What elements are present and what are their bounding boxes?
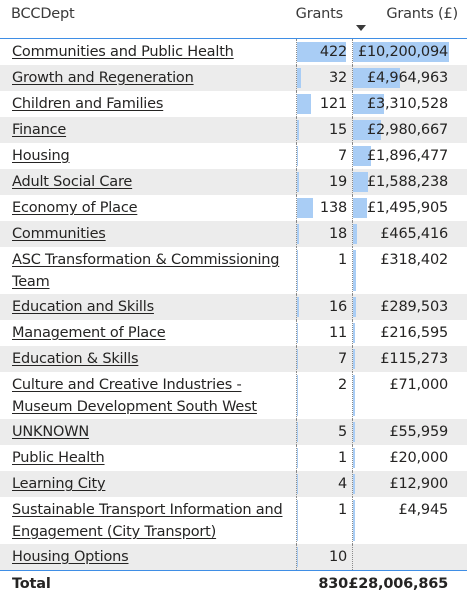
dept-name[interactable]: Housing [12, 148, 70, 164]
total-row [0, 570, 467, 596]
dept-cell [0, 247, 296, 294]
grants-count-value: 1 [337, 502, 347, 518]
grants-amount-cell [353, 221, 458, 247]
dept-cell [0, 143, 296, 169]
grants-amount-value: £3,310,528 [366, 96, 448, 112]
grants-amount-bar [353, 323, 355, 343]
grants-amount-bar [353, 422, 355, 442]
total-label: Total [12, 576, 51, 592]
grants-amount-cell [353, 372, 458, 419]
grants-amount-value: £2,980,667 [366, 122, 448, 138]
table-row[interactable] [0, 320, 467, 346]
grants-count-bar [297, 547, 298, 567]
dept-name[interactable]: Communities [12, 226, 106, 242]
dept-cell [0, 39, 296, 65]
grants-amount-value: £465,416 [380, 226, 448, 242]
grants-count-value: 7 [337, 148, 347, 164]
grants-count-cell [296, 91, 353, 117]
grants-count-value: 4 [337, 476, 347, 492]
total-amount-cell [348, 571, 458, 596]
grants-amount-value: £10,200,094 [357, 44, 448, 60]
grants-amount-bar [353, 250, 356, 291]
dept-name[interactable]: ASC Transformation & Commissioning Team [12, 252, 280, 290]
grants-amount-value: £318,402 [380, 252, 448, 268]
grants-count-value: 11 [328, 325, 347, 341]
table-row[interactable] [0, 247, 467, 294]
grants-amount-cell [353, 91, 458, 117]
grants-amount-value: £71,000 [389, 377, 448, 393]
table-body [0, 38, 467, 596]
grants-amount-value: £1,495,905 [366, 200, 448, 216]
total-count-value: 830 [318, 576, 348, 592]
grants-amount-cell [353, 419, 458, 445]
grants-amount-value: £115,273 [380, 351, 448, 367]
dept-name[interactable]: Adult Social Care [12, 174, 133, 190]
grants-count-value: 138 [319, 200, 347, 216]
dept-cell [0, 320, 296, 346]
grants-count-cell [296, 544, 353, 570]
table-row[interactable] [0, 195, 467, 221]
grants-count-value: 121 [319, 96, 347, 112]
table-row[interactable] [0, 117, 467, 143]
grants-count-value: 5 [337, 424, 347, 440]
grants-count-bar [297, 146, 298, 166]
grants-amount-cell [353, 346, 458, 372]
grants-amount-bar [353, 297, 356, 317]
grants-amount-value: £4,964,963 [366, 70, 448, 86]
grants-count-cell [296, 294, 353, 320]
grants-amount-value: £55,959 [389, 424, 448, 440]
dept-cell [0, 372, 296, 419]
grants-count-cell [296, 65, 353, 91]
dept-cell [0, 195, 296, 221]
grants-amount-value: £12,900 [389, 476, 448, 492]
dept-name[interactable]: Education and Skills [12, 299, 154, 315]
grants-amount-bar [353, 224, 357, 244]
grants-count-value: 1 [337, 450, 347, 466]
table-header [0, 0, 467, 40]
grants-count-cell [296, 39, 353, 65]
grants-amount-value: £289,503 [380, 299, 448, 315]
grants-count-cell [296, 117, 353, 143]
grants-amount-cell [353, 143, 458, 169]
sort-descending-icon [356, 25, 366, 31]
dept-cell [0, 419, 296, 445]
grants-count-cell [296, 143, 353, 169]
grants-count-value: 16 [328, 299, 347, 315]
grants-count-cell [296, 346, 353, 372]
grants-count-bar [297, 422, 298, 442]
grants-amount-cell [353, 169, 458, 195]
table-row[interactable] [0, 294, 467, 320]
table-row[interactable] [0, 372, 467, 419]
grants-amount-bar [353, 172, 368, 192]
table-row[interactable] [0, 169, 467, 195]
grants-count-cell [296, 320, 353, 346]
grants-amount-value: £1,896,477 [366, 148, 448, 164]
grants-amount-cell [353, 39, 458, 65]
grants-amount-bar [353, 375, 355, 416]
grants-amount-cell [353, 65, 458, 91]
table-row[interactable] [0, 471, 467, 497]
dept-cell [0, 169, 296, 195]
dept-name[interactable]: Culture and Creative Industries - Museum Development South West [12, 377, 257, 415]
grants-amount-cell [353, 544, 458, 570]
dept-name[interactable]: Children and Families [12, 96, 164, 112]
grants-amount-cell [353, 195, 458, 221]
total-amount-value: £28,006,865 [348, 576, 448, 592]
grants-count-value: 15 [328, 122, 347, 138]
dept-cell [0, 445, 296, 471]
grants-count-cell [296, 471, 353, 497]
table-row[interactable] [0, 497, 467, 544]
grants-count-bar [297, 172, 299, 192]
table-row[interactable] [0, 419, 467, 445]
grants-amount-bar [353, 349, 355, 369]
grants-count-cell [296, 247, 353, 294]
grants-amount-cell [353, 117, 458, 143]
grants-amount-bar [353, 500, 355, 541]
dept-cell [0, 294, 296, 320]
dept-name[interactable]: Sustainable Transport Information and Engagement (City Transport) [12, 502, 283, 540]
grants-count-bar [297, 120, 299, 140]
dept-name[interactable]: Growth and Regeneration [12, 70, 194, 86]
grants-count-value: 18 [328, 226, 347, 242]
grants-count-value: 2 [337, 377, 347, 393]
dept-cell [0, 117, 296, 143]
dept-name[interactable]: Housing Options [12, 549, 129, 565]
grants-count-bar [297, 323, 298, 343]
grants-amount-value: £1,588,238 [366, 174, 448, 190]
grants-amount-cell [353, 247, 458, 294]
grants-amount-cell [353, 471, 458, 497]
grants-count-cell [296, 445, 353, 471]
grants-amount-cell [353, 294, 458, 320]
dept-name[interactable]: Public Health [12, 450, 105, 466]
total-label-cell [0, 571, 296, 596]
dept-cell [0, 346, 296, 372]
dept-cell [0, 497, 296, 544]
column-header-grants[interactable]: Grants [295, 6, 343, 22]
table-row[interactable] [0, 445, 467, 471]
grants-amount-value: £216,595 [380, 325, 448, 341]
grants-count-cell [296, 169, 353, 195]
grants-count-bar [297, 297, 299, 317]
dept-name[interactable]: UNKNOWN [12, 424, 90, 440]
grants-amount-bar [353, 474, 355, 494]
dept-name[interactable]: Learning City [12, 476, 106, 492]
grants-count-value: 10 [328, 549, 347, 565]
dept-cell [0, 65, 296, 91]
table-row[interactable] [0, 346, 467, 372]
table-row[interactable] [0, 143, 467, 169]
grants-count-bar [297, 68, 301, 88]
dept-name[interactable]: Economy of Place [12, 200, 138, 216]
table-row[interactable] [0, 39, 467, 65]
table-row[interactable] [0, 544, 467, 570]
grants-count-cell [296, 372, 353, 419]
table-row[interactable] [0, 221, 467, 247]
grants-count-cell [296, 497, 353, 544]
table-row[interactable] [0, 91, 467, 117]
grants-amount-cell [353, 445, 458, 471]
grants-count-bar [297, 198, 313, 218]
dept-name[interactable]: Communities and Public Health [12, 44, 234, 60]
grants-count-value: 422 [319, 44, 347, 60]
grants-count-value: 7 [337, 351, 347, 367]
table-row[interactable] [0, 65, 467, 91]
grants-amount-cell [353, 497, 458, 544]
dept-cell [0, 471, 296, 497]
column-header-grants-amount[interactable]: Grants (£) [386, 6, 458, 22]
grants-count-cell [296, 195, 353, 221]
dept-cell [0, 91, 296, 117]
dept-name[interactable]: Management of Place [12, 325, 166, 341]
grants-amount-bar [353, 448, 355, 468]
dept-cell [0, 221, 296, 247]
grants-count-bar [297, 94, 311, 114]
dept-cell [0, 544, 296, 570]
grants-count-value: 19 [328, 174, 347, 190]
total-count-cell [296, 571, 353, 596]
grants-count-bar [297, 349, 298, 369]
grants-amount-cell [353, 320, 458, 346]
grants-count-value: 32 [328, 70, 347, 86]
grants-count-value: 1 [337, 252, 347, 268]
dept-name[interactable]: Education & Skills [12, 351, 139, 367]
grants-count-bar [297, 224, 299, 244]
grants-amount-value: £20,000 [389, 450, 448, 466]
grants-count-cell [296, 221, 353, 247]
grants-amount-bar [353, 198, 367, 218]
grants-amount-value: £4,945 [398, 502, 448, 518]
grants-count-cell [296, 419, 353, 445]
dept-name[interactable]: Finance [12, 122, 67, 138]
column-header-bccdept[interactable]: BCCDept [11, 6, 75, 22]
